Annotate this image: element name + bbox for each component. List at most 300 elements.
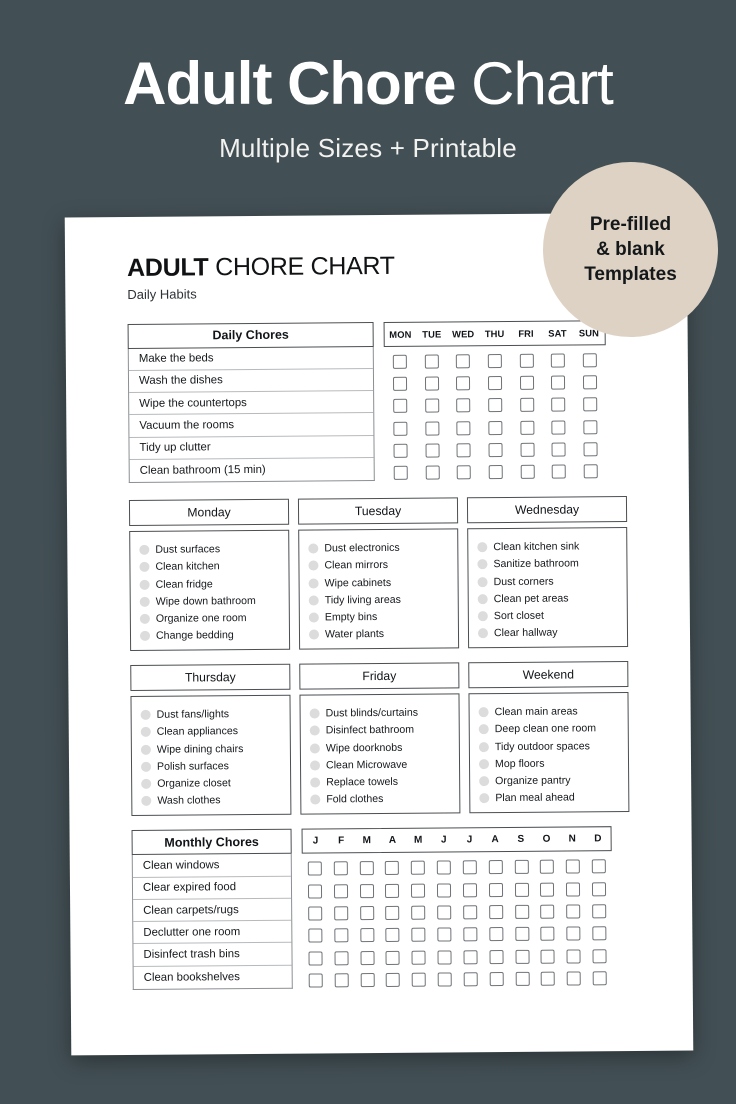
checkbox[interactable] (552, 398, 566, 412)
checkbox-cell (560, 882, 586, 896)
weekday-checkbox-row (384, 371, 606, 395)
day-panel-title: Tuesday (298, 498, 458, 525)
weekday-checkbox-row (385, 460, 607, 484)
daily-chore-row: Wipe the countertops (129, 391, 373, 415)
bullet-circle-icon (310, 795, 320, 805)
day-panel-item[interactable] (139, 540, 282, 558)
day-panel-item[interactable] (309, 608, 452, 626)
checkbox[interactable] (541, 972, 555, 986)
checkbox-cell (385, 444, 417, 458)
checkbox-cell (542, 353, 574, 367)
checkbox-cell (479, 420, 511, 434)
checkbox[interactable] (489, 927, 503, 941)
day-panel-item[interactable] (478, 572, 621, 590)
day-panel-item-label: Plan meal ahead (495, 791, 575, 805)
checkbox[interactable] (457, 443, 471, 457)
weekday-label: MON (389, 328, 412, 340)
checkbox[interactable] (393, 444, 407, 458)
checkbox-cell (448, 465, 480, 479)
daily-chore-row: Clean bathroom (15 min) (139, 464, 266, 477)
monthly-chore-row: Clean carpets/rugs (133, 899, 291, 923)
day-panel-item-label: Empty bins (324, 611, 378, 624)
checkbox-cell (457, 883, 483, 897)
day-panel-item-label: Disinfect bathroom (325, 723, 415, 737)
monthly-chores-header: Monthly Chores (132, 829, 292, 855)
checkbox-cell (574, 353, 606, 367)
day-panel-item-label: Tidy living areas (324, 593, 401, 607)
checkbox[interactable] (592, 949, 606, 963)
checkbox-cell (406, 950, 432, 964)
checkbox[interactable] (457, 421, 471, 435)
checkbox[interactable] (393, 354, 407, 368)
checkbox-cell (483, 905, 509, 919)
bullet-circle-icon (140, 597, 150, 607)
day-panel-item-label: Deep clean one room (494, 722, 597, 736)
day-panel-item[interactable] (141, 705, 284, 723)
day-panel-item-label: Dust surfaces (155, 543, 221, 556)
checkbox[interactable] (463, 861, 477, 875)
checkbox[interactable] (456, 376, 470, 390)
day-panel-item-label: Clean kitchen (155, 560, 220, 573)
checkbox[interactable] (412, 950, 426, 964)
checkbox[interactable] (593, 971, 607, 985)
day-panel-item[interactable] (308, 556, 451, 574)
checkbox[interactable] (552, 442, 566, 456)
checkbox[interactable] (520, 353, 534, 367)
checkbox-cell (431, 861, 457, 875)
checkbox[interactable] (566, 904, 580, 918)
checkbox-cell (384, 399, 416, 413)
checkbox[interactable] (520, 398, 534, 412)
day-panel-body (467, 527, 628, 648)
day-panel-item[interactable] (140, 575, 283, 593)
day-panel-item[interactable] (310, 721, 453, 739)
bullet-circle-icon (479, 776, 489, 786)
day-panel-item-label: Mop floors (494, 757, 545, 770)
checkbox[interactable] (566, 882, 580, 896)
checkbox[interactable] (308, 862, 322, 876)
day-panel-item-label: Dust fans/lights (156, 708, 230, 721)
checkbox-cell (587, 971, 613, 985)
bullet-circle-icon (141, 762, 151, 772)
day-panel-item[interactable] (477, 537, 620, 555)
checkbox[interactable] (541, 927, 555, 941)
checkbox-cell (416, 421, 448, 435)
bullet-circle-icon (477, 559, 487, 569)
weekday-label: SUN (578, 326, 599, 338)
monthly-chore-row: Declutter one room (133, 921, 291, 945)
checkbox[interactable] (457, 465, 471, 479)
checkbox-cell (448, 398, 480, 412)
weekday-label: FRI (518, 327, 534, 339)
checkbox-cell (509, 883, 535, 897)
bullet-circle-icon (479, 724, 489, 734)
checkbox[interactable] (360, 951, 374, 965)
promo-badge-text (584, 212, 677, 287)
checkbox[interactable] (515, 927, 529, 941)
day-panel-item-label: Dust blinds/curtains (325, 706, 419, 720)
day-panel-item[interactable] (478, 589, 621, 607)
day-panel-item[interactable] (479, 702, 622, 720)
bullet-circle-icon (478, 594, 488, 604)
day-panel-item[interactable] (478, 607, 621, 625)
checkbox-cell (405, 906, 431, 920)
checkbox-cell (543, 465, 575, 479)
checkbox-cell (385, 466, 417, 480)
checkbox-cell (384, 377, 416, 391)
checkbox[interactable] (424, 354, 438, 368)
checkbox[interactable] (489, 443, 503, 457)
bullet-circle-icon (141, 710, 151, 720)
day-panel-item-label: Wipe dining chairs (156, 742, 244, 756)
day-panel-item[interactable] (141, 774, 284, 792)
checkbox[interactable] (438, 950, 452, 964)
checkbox[interactable] (437, 861, 451, 875)
checkbox[interactable] (385, 884, 399, 898)
checkbox[interactable] (520, 376, 534, 390)
checkbox-cell (511, 398, 543, 412)
checkbox-cell (479, 398, 511, 412)
bullet-circle-icon (478, 629, 488, 639)
checkbox-cell (457, 861, 483, 875)
checkbox[interactable] (592, 882, 606, 896)
checkbox[interactable] (412, 973, 426, 987)
checkbox[interactable] (489, 883, 503, 897)
daily-chore-row: Vacuum the rooms (129, 413, 373, 437)
checkbox[interactable] (425, 376, 439, 390)
checkbox[interactable] (411, 861, 425, 875)
bullet-circle-icon (140, 614, 150, 624)
checkbox[interactable] (584, 464, 598, 478)
checkbox[interactable] (308, 929, 322, 943)
checkbox[interactable] (540, 882, 554, 896)
monthly-section (132, 826, 651, 993)
bullet-circle-icon (308, 561, 318, 571)
checkbox-cell (380, 906, 406, 920)
day-panel-item[interactable] (479, 789, 622, 807)
checkbox-cell (354, 928, 380, 942)
checkbox[interactable] (552, 420, 566, 434)
checkbox-cell (508, 860, 534, 874)
checkbox[interactable] (334, 906, 348, 920)
checkbox-cell (302, 884, 328, 898)
promo-badge (543, 162, 718, 337)
checkbox[interactable] (456, 354, 470, 368)
checkbox[interactable] (514, 860, 528, 874)
day-panel-item[interactable] (141, 792, 284, 810)
month-label: S (517, 834, 525, 846)
checkbox[interactable] (489, 972, 503, 986)
checkbox-cell (406, 973, 432, 987)
checkbox[interactable] (583, 375, 597, 389)
checkbox-cell (457, 905, 483, 919)
checkbox[interactable] (488, 398, 502, 412)
day-panel-item[interactable] (310, 738, 453, 756)
day-panel-title: Thursday (130, 664, 290, 691)
day-panel-item[interactable] (140, 609, 283, 627)
checkbox[interactable] (437, 928, 451, 942)
checkbox-cell (535, 927, 561, 941)
day-panel-item[interactable] (141, 757, 284, 775)
checkbox[interactable] (309, 973, 323, 987)
bullet-circle-icon (479, 707, 489, 717)
day-panel-item-label: Dust corners (493, 575, 554, 588)
month-checkbox-row (302, 878, 612, 903)
day-panel-item-label: Clean main areas (494, 705, 578, 719)
daily-section (128, 319, 647, 486)
weekday-checkbox-row (384, 393, 606, 417)
checkbox[interactable] (359, 861, 373, 875)
checkbox[interactable] (583, 420, 597, 434)
month-tracker (302, 826, 613, 991)
checkbox-cell (447, 354, 479, 368)
checkbox-cell (448, 443, 480, 457)
day-panel-item[interactable] (309, 625, 452, 643)
checkbox[interactable] (334, 884, 348, 898)
checkbox[interactable] (541, 949, 555, 963)
checkbox[interactable] (334, 929, 348, 943)
bullet-circle-icon (141, 796, 151, 806)
checkbox[interactable] (393, 399, 407, 413)
daily-chores-list (128, 347, 375, 484)
day-panel-item-label: Clean appliances (156, 725, 239, 738)
month-label: J (466, 834, 473, 846)
day-panel-item[interactable] (140, 627, 283, 645)
checkbox[interactable] (334, 951, 348, 965)
checkbox[interactable] (386, 906, 400, 920)
checkbox-cell (328, 929, 354, 943)
checkbox[interactable] (540, 860, 554, 874)
month-checkbox-row (302, 900, 612, 925)
day-panel-item[interactable] (479, 754, 622, 772)
day-panel-body (298, 529, 459, 650)
checkbox[interactable] (386, 928, 400, 942)
bullet-circle-icon (308, 543, 318, 553)
day-panels-row-1 (129, 496, 648, 651)
checkbox-cell (479, 354, 511, 368)
bullet-circle-icon (140, 579, 150, 589)
checkbox-cell (574, 397, 606, 411)
checkbox[interactable] (515, 905, 529, 919)
checkbox[interactable] (308, 884, 322, 898)
day-panel-item[interactable] (141, 722, 284, 740)
checkbox[interactable] (308, 951, 322, 965)
day-panel-body (130, 695, 291, 816)
checkbox[interactable] (583, 353, 597, 367)
checkbox-cell (480, 465, 512, 479)
checkbox[interactable] (360, 928, 374, 942)
day-panel-item[interactable] (310, 756, 453, 774)
checkbox[interactable] (463, 928, 477, 942)
checkbox-cell (586, 882, 612, 896)
checkbox[interactable] (425, 466, 439, 480)
day-panel-item[interactable] (479, 720, 622, 738)
day-panel-item[interactable] (479, 772, 622, 790)
checkbox-cell (302, 929, 328, 943)
checkbox[interactable] (411, 906, 425, 920)
checkbox[interactable] (552, 465, 566, 479)
document-title-light: CHORE CHART (215, 251, 395, 282)
bullet-circle-icon (310, 743, 320, 753)
day-panel (298, 498, 459, 650)
checkbox[interactable] (520, 465, 534, 479)
checkbox-cell (509, 949, 535, 963)
bullet-circle-icon (309, 630, 319, 640)
day-panel-item-label: Clean pet areas (493, 592, 569, 605)
checkbox[interactable] (334, 973, 348, 987)
checkbox[interactable] (592, 927, 606, 941)
checkbox[interactable] (425, 399, 439, 413)
day-panel-item[interactable] (478, 624, 621, 642)
day-panel-item-label: Wipe down bathroom (155, 594, 256, 608)
checkbox-cell (302, 862, 328, 876)
checkbox[interactable] (488, 860, 502, 874)
day-panel-item-label: Wipe cabinets (324, 576, 392, 589)
day-panel-item[interactable] (139, 557, 282, 575)
bullet-circle-icon (309, 595, 319, 605)
checkbox-cell (535, 905, 561, 919)
month-label: A (491, 834, 499, 846)
checkbox[interactable] (551, 375, 565, 389)
weekday-label: WED (452, 327, 475, 339)
checkbox-cell (405, 883, 431, 897)
checkbox[interactable] (437, 905, 451, 919)
checkbox[interactable] (583, 398, 597, 412)
checkbox[interactable] (386, 950, 400, 964)
checkbox[interactable] (514, 883, 528, 897)
checkbox[interactable] (540, 905, 554, 919)
day-panel-item-label: Dust electronics (324, 541, 400, 555)
day-panel (467, 496, 628, 648)
day-panel-item-label: Wash clothes (157, 794, 221, 808)
checkbox[interactable] (308, 906, 322, 920)
day-panel-item[interactable] (309, 573, 452, 591)
bullet-circle-icon (141, 727, 151, 737)
checkbox[interactable] (463, 883, 477, 897)
checkbox[interactable] (515, 972, 529, 986)
day-panel-title: Weekend (468, 661, 628, 688)
checkbox[interactable] (488, 421, 502, 435)
day-panel-item[interactable] (310, 773, 453, 791)
checkbox[interactable] (438, 972, 452, 986)
checkbox[interactable] (489, 465, 503, 479)
monthly-chore-row: Clear expired food (133, 876, 291, 900)
checkbox[interactable] (437, 883, 451, 897)
checkbox-cell (586, 926, 612, 940)
checkbox-cell (586, 860, 612, 874)
checkbox-cell (303, 973, 329, 987)
checkbox[interactable] (411, 883, 425, 897)
checkbox[interactable] (488, 376, 502, 390)
checkbox-cell (416, 466, 448, 480)
checkbox[interactable] (425, 443, 439, 457)
checkbox[interactable] (592, 860, 606, 874)
checkbox[interactable] (386, 973, 400, 987)
checkbox-cell (509, 972, 535, 986)
checkbox[interactable] (360, 884, 374, 898)
checkbox[interactable] (463, 950, 477, 964)
checkbox[interactable] (489, 905, 503, 919)
checkbox-cell (302, 951, 328, 965)
banner-title-bold: Adult Chore (123, 50, 456, 117)
day-panel-item-label: Wipe doorknobs (325, 741, 403, 754)
checkbox[interactable] (394, 466, 408, 480)
checkbox[interactable] (360, 973, 374, 987)
checkbox[interactable] (520, 443, 534, 457)
checkbox[interactable] (567, 971, 581, 985)
checkbox-cell (328, 862, 354, 876)
banner-title-light: Chart (471, 50, 613, 117)
day-panel-item[interactable] (310, 704, 453, 722)
checkbox[interactable] (334, 862, 348, 876)
checkbox[interactable] (566, 927, 580, 941)
checkbox[interactable] (592, 904, 606, 918)
checkbox[interactable] (393, 377, 407, 391)
checkbox-cell (561, 949, 587, 963)
checkbox[interactable] (520, 420, 534, 434)
checkbox-cell (416, 443, 448, 457)
daily-chore-row: Tidy up clutter (129, 436, 373, 460)
checkbox[interactable] (488, 354, 502, 368)
checkbox-cell (384, 354, 416, 368)
day-panel-item-label: Polish surfaces (156, 759, 229, 773)
checkbox-cell (534, 882, 560, 896)
day-panel-title: Friday (299, 663, 459, 690)
day-panel-item[interactable] (308, 539, 451, 557)
checkbox[interactable] (515, 949, 529, 963)
monthly-chore-row: Clean bookshelves (143, 971, 240, 984)
checkbox[interactable] (567, 949, 581, 963)
checkbox[interactable] (489, 950, 503, 964)
checkbox[interactable] (393, 421, 407, 435)
checkbox[interactable] (566, 860, 580, 874)
banner-title (0, 52, 736, 115)
day-panel-item[interactable] (141, 740, 284, 758)
day-panel-item-label: Sort closet (493, 609, 544, 623)
checkbox[interactable] (385, 861, 399, 875)
checkbox[interactable] (551, 353, 565, 367)
checkbox-cell (560, 860, 586, 874)
promo-badge-line-3: Templates (584, 264, 677, 286)
day-panel-item[interactable] (310, 790, 453, 808)
checkbox-cell (535, 949, 561, 963)
checkbox[interactable] (425, 421, 439, 435)
day-panel-item[interactable] (477, 555, 620, 573)
checkbox[interactable] (584, 442, 598, 456)
day-panel-item[interactable] (309, 591, 452, 609)
bullet-circle-icon (477, 542, 487, 552)
month-label: D (594, 833, 602, 845)
checkbox[interactable] (412, 928, 426, 942)
checkbox[interactable] (360, 906, 374, 920)
day-panel-item[interactable] (140, 592, 283, 610)
weekday-tracker (384, 320, 607, 485)
day-panel-item-label: Clean Microwave (325, 758, 408, 772)
month-label: M (362, 835, 372, 847)
checkbox[interactable] (464, 972, 478, 986)
month-label: J (312, 835, 319, 847)
day-panel-item[interactable] (479, 737, 622, 755)
checkbox-cell (328, 884, 354, 898)
checkbox-cell (509, 905, 535, 919)
month-checkbox-row (302, 855, 612, 880)
checkbox[interactable] (463, 905, 477, 919)
checkbox-cell (586, 904, 612, 918)
month-header-row (302, 826, 612, 853)
checkbox-cell (354, 906, 380, 920)
checkbox[interactable] (456, 399, 470, 413)
month-label: F (338, 835, 345, 847)
